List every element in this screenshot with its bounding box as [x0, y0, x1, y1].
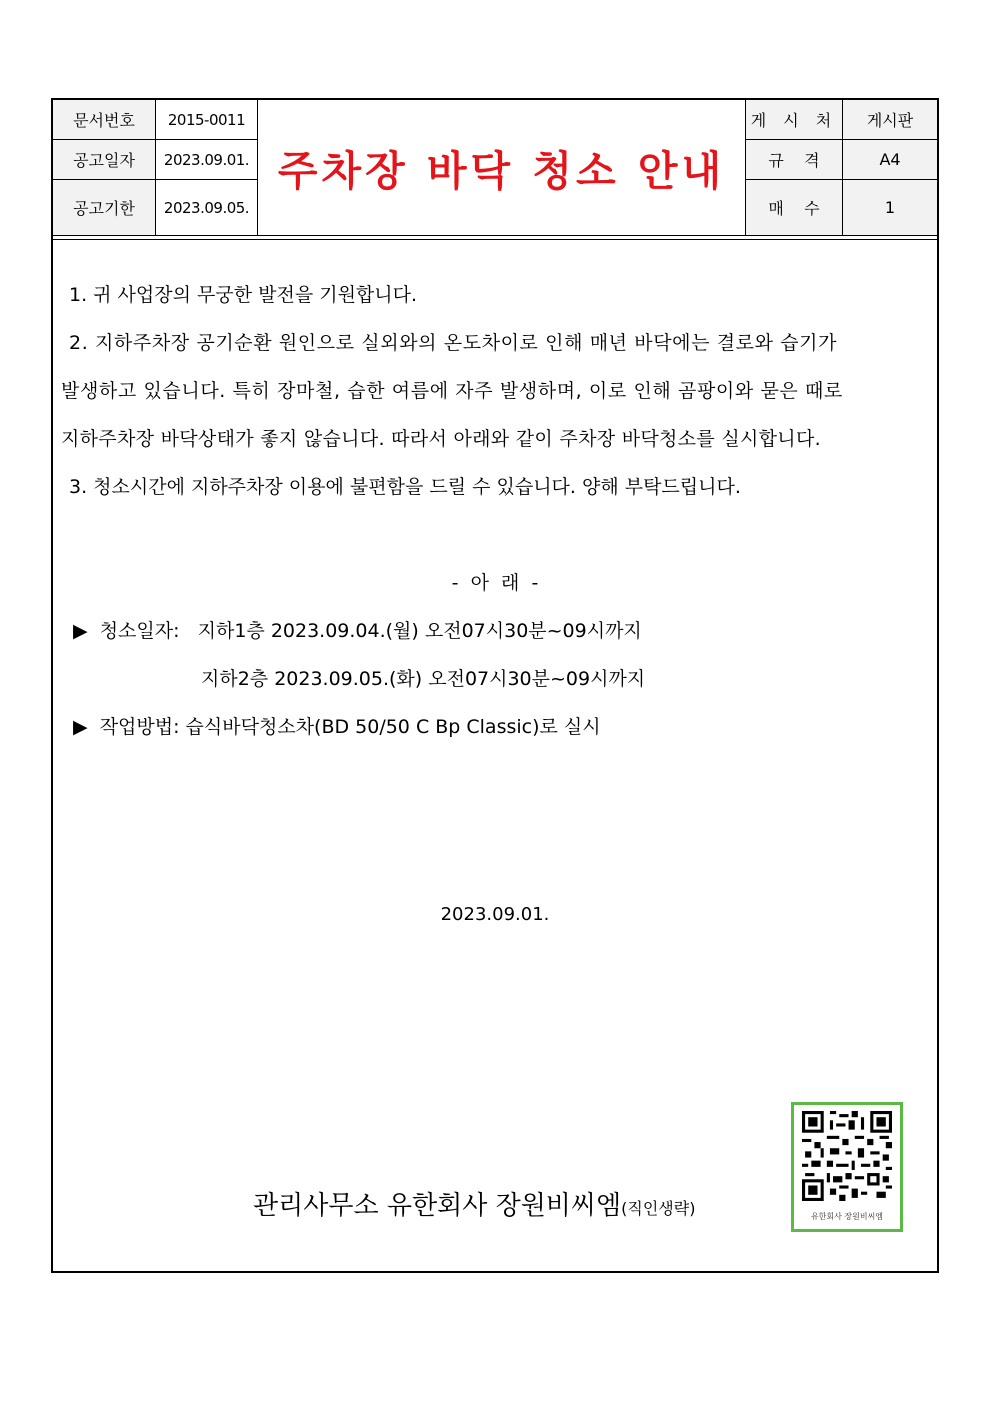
signature-text: 관리사무소 유한회사 장원비씨엠 [253, 1191, 622, 1221]
doc-no-value: 2015-0011 [156, 100, 258, 140]
paragraph-2-line-3: 지하주차장 바닥상태가 좋지 않습니다. 따라서 아래와 같이 주차장 바닥청소를 실시합니다. [61, 428, 821, 450]
paragraph-3: 3. 청소시간에 지하주차장 이용에 불편함을 드릴 수 있습니다. 양해 부탁드립니다. [69, 476, 741, 498]
cleaning-date-line-2: 지하2층 2023.09.05.(화) 오전07시30분~09시까지 [201, 668, 646, 690]
notice-document [51, 98, 939, 1273]
count-label: 매 수 [746, 180, 843, 236]
deadline-label: 공고기한 [53, 180, 156, 236]
qr-code[interactable] [791, 1102, 903, 1232]
date-label: 공고일자 [53, 140, 156, 180]
paragraph-2-line-2: 발생하고 있습니다. 특히 장마철, 습한 여름에 자주 발생하며, 이로 인해 곰팡이와 묻은 때로 [61, 380, 843, 402]
seal-omitted-note: (직인생략) [621, 1199, 696, 1218]
notice-title: 주차장 바닥 청소 안내 [277, 147, 726, 195]
header-divider [53, 239, 937, 240]
title-cell [258, 100, 746, 236]
size-label: 규 격 [746, 140, 843, 180]
qr-code-icon [802, 1111, 892, 1201]
count-value: 1 [843, 180, 937, 236]
post-value: 게시판 [843, 100, 937, 140]
paragraph-2-line-1: 2. 지하주차장 공기순환 원인으로 실외와의 온도차이로 인해 매년 바닥에는 결로와 습기가 [69, 332, 838, 354]
doc-no-label: 문서번호 [53, 100, 156, 140]
cleaning-date-line-1: ▶ 청소일자: 지하1층 2023.09.04.(월) 오전07시30분~09시까지 [73, 620, 642, 642]
work-method: ▶ 작업방법: 습식바닥청소차(BD 50/50 C Bp Classic)로 실시 [73, 716, 601, 738]
notice-date: 2023.09.01. [440, 904, 550, 925]
qr-caption: 유한회사 장원비씨엠 [810, 1212, 884, 1221]
signature [253, 1185, 695, 1222]
date-value: 2023.09.01. [156, 140, 258, 180]
paragraph-1: 1. 귀 사업장의 무궁한 발전을 기원합니다. [69, 284, 418, 306]
post-label: 게 시 처 [746, 100, 843, 140]
below-heading: - 아 래 - [451, 572, 539, 594]
header-table [53, 100, 937, 236]
size-value: A4 [843, 140, 937, 180]
deadline-value: 2023.09.05. [156, 180, 258, 236]
